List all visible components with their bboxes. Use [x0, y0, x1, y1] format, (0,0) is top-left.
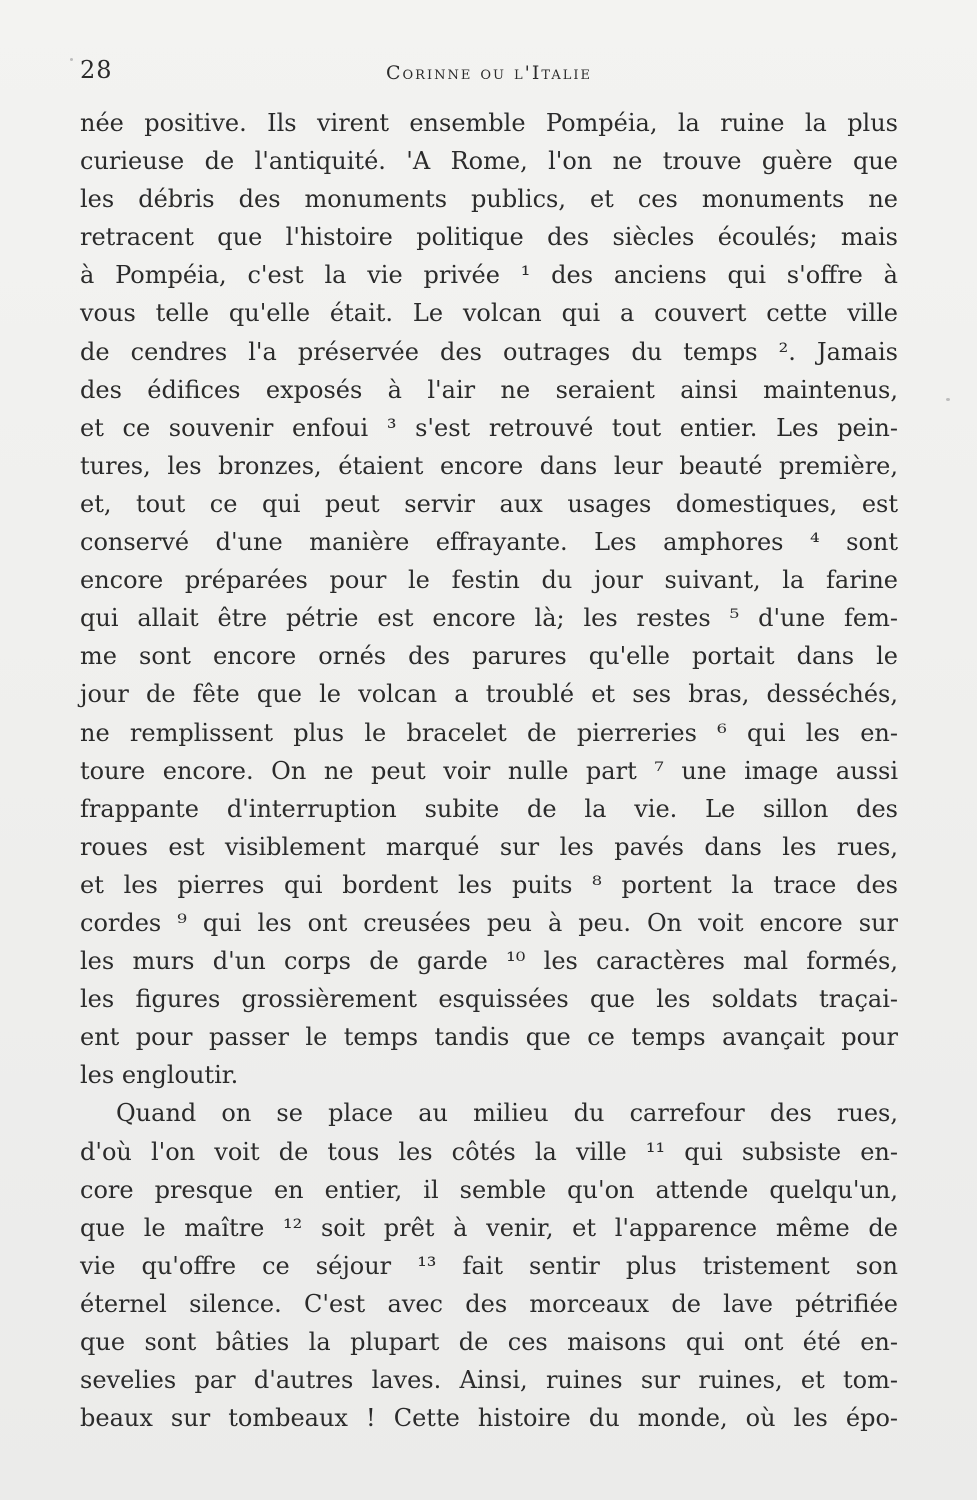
text-line: toure encore. On ne peut voir nulle part ⁷ une image aussi: [80, 756, 898, 785]
text-line: sevelies par d'autres laves. Ainsi, ruines sur ruines, et tom-: [80, 1366, 898, 1395]
text-line: à Pompéia, c'est la vie privée ¹ des anciens qui s'offre à: [80, 261, 898, 290]
paragraph-end-line: les engloutir.: [80, 1061, 239, 1090]
text-line: ne remplissent plus le bracelet de pierreries ⁶ qui les en-: [80, 718, 898, 747]
text-line: les murs d'un corps de garde ¹⁰ les caractères mal formés,: [80, 947, 898, 976]
text-line: core presque en entier, il semble qu'on attende quelqu'un,: [80, 1175, 898, 1204]
text-line: jour de fête que le volcan a troublé et ses bras, desséchés,: [80, 680, 898, 709]
text-line: d'où l'on voit de tous les côtés la ville ¹¹ qui subsiste en-: [80, 1137, 898, 1166]
text-line: et ce souvenir enfoui ³ s'est retrouvé tout entier. Les pein-: [80, 413, 898, 442]
text-line: qui allait être pétrie est encore là; les restes ⁵ d'une fem-: [80, 604, 898, 633]
page-number: 28: [80, 56, 113, 84]
text-line: que le maître ¹² soit prêt à venir, et l'apparence même de: [80, 1213, 898, 1242]
text-line: conservé d'une manière effrayante. Les amphores ⁴ sont: [80, 528, 898, 557]
ink-speck: [70, 58, 73, 61]
text-line: des édifices exposés à l'air ne seraient ainsi maintenus,: [80, 375, 898, 404]
text-line: cordes ⁹ qui les ont creusées peu à peu. On voit encore sur: [80, 908, 898, 937]
text-line: me sont encore ornés des parures qu'elle portait dans le: [80, 642, 898, 671]
paragraph-start-line: Quand on se place au milieu du carrefour des rues,: [116, 1099, 898, 1128]
text-line: roues est visiblement marqué sur les pavés dans les rues,: [80, 832, 898, 861]
text-line: frappante d'interruption subite de la vie. Le sillon des: [80, 794, 898, 823]
text-line: vous telle qu'elle était. Le volcan qui a couvert cette ville: [80, 299, 898, 328]
text-line: et, tout ce qui peut servir aux usages domestiques, est: [80, 489, 898, 518]
text-line: les figures grossièrement esquissées que les soldats traçai-: [80, 985, 898, 1014]
page-header: [80, 56, 898, 90]
text-line: curieuse de l'antiquité. 'A Rome, l'on ne trouve guère que: [80, 147, 898, 176]
text-line: beaux sur tombeaux ! Cette histoire du monde, où les épo-: [80, 1404, 898, 1433]
running-title: Corinne ou l'Italie: [385, 62, 593, 84]
text-line: retracent que l'histoire politique des siècles écoulés; mais: [80, 223, 898, 252]
text-line: née positive. Ils virent ensemble Pompéia, la ruine la plus: [80, 109, 898, 137]
text-line: que sont bâties la plupart de ces maisons qui ont été en-: [80, 1328, 898, 1356]
text-line: de cendres l'a préservée des outrages du temps ². Jamais: [80, 337, 898, 366]
ink-speck: [946, 398, 950, 401]
text-line: ent pour passer le temps tandis que ce temps avançait pour: [80, 1023, 898, 1052]
text-line: et les pierres qui bordent les puits ⁸ portent la trace des: [80, 870, 898, 899]
body-text: [80, 104, 898, 1437]
text-line: tures, les bronzes, étaient encore dans leur beauté première,: [80, 451, 898, 480]
text-line: vie qu'offre ce séjour ¹³ fait sentir plus tristement son: [80, 1251, 898, 1280]
text-line: éternel silence. C'est avec des morceaux de lave pétrifiée: [80, 1289, 898, 1318]
text-line: les débris des monuments publics, et ces monuments ne: [80, 185, 898, 214]
text-line: encore préparées pour le festin du jour suivant, la farine: [80, 566, 898, 595]
